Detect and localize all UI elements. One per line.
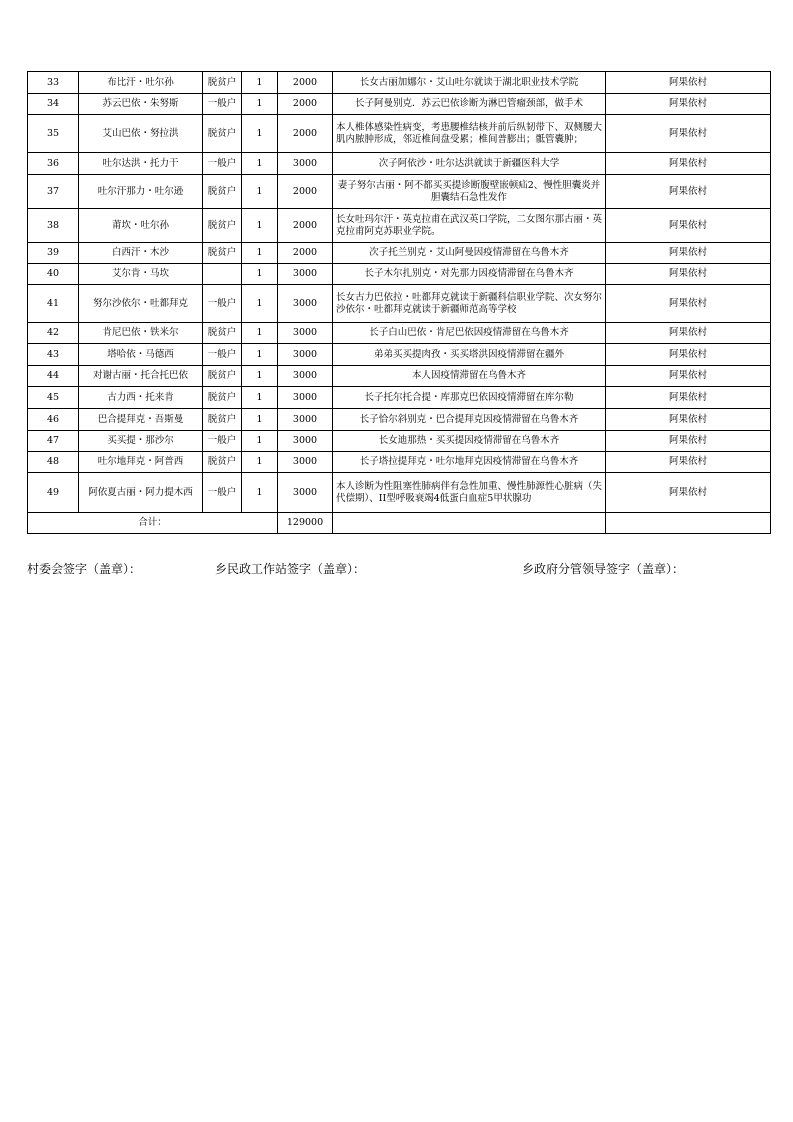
person-count: 1 [242, 452, 278, 473]
village-name: 阿果依村 [606, 115, 771, 153]
total-row [28, 513, 771, 534]
relief-reason: 长子托尔托合提・库那克巴依因疫情滞留在库尔勒 [333, 387, 606, 409]
relief-amount: 2000 [278, 72, 333, 94]
relief-amount: 3000 [278, 473, 333, 513]
relief-reason: 长子塔拉提拜克・吐尔地拜克因疫情滞留在乌鲁木齐 [333, 452, 606, 473]
table-row [28, 452, 771, 473]
person-count: 1 [242, 285, 278, 323]
table-row [28, 344, 771, 366]
village-name: 阿果依村 [606, 409, 771, 431]
table-row [28, 387, 771, 409]
relief-reason: 本人因疫情滞留在乌鲁木齐 [333, 366, 606, 387]
village-name: 阿果依村 [606, 94, 771, 115]
row-number: 43 [28, 344, 79, 366]
household-name: 买买提・那沙尔 [79, 431, 203, 452]
person-count: 1 [242, 473, 278, 513]
person-count: 1 [242, 209, 278, 243]
relief-amount: 3000 [278, 409, 333, 431]
household-name: 苏云巴依・朱努斯 [79, 94, 203, 115]
relief-amount: 3000 [278, 285, 333, 323]
row-number: 44 [28, 366, 79, 387]
relief-amount: 2000 [278, 209, 333, 243]
relief-reason: 本人诊断为性阻塞性肺病伴有急性加重、慢性肺源性心脏病（失代偿期）、II型呼吸衰竭4低蛋白血症5甲状腺功 [333, 473, 606, 513]
household-name: 塔哈依・马德西 [79, 344, 203, 366]
relief-amount: 2000 [278, 115, 333, 153]
relief-table [27, 71, 771, 534]
table-row [28, 209, 771, 243]
row-number: 35 [28, 115, 79, 153]
table-row [28, 264, 771, 285]
village-name: 阿果依村 [606, 72, 771, 94]
row-number: 49 [28, 473, 79, 513]
table-body [28, 72, 771, 534]
household-name: 巴合提拜克・吾斯曼 [79, 409, 203, 431]
person-count: 1 [242, 387, 278, 409]
household-type: 一般户 [203, 431, 242, 452]
row-number: 41 [28, 285, 79, 323]
relief-amount: 2000 [278, 94, 333, 115]
row-number: 40 [28, 264, 79, 285]
table-row [28, 115, 771, 153]
household-type: 一般户 [203, 94, 242, 115]
relief-reason: 妻子努尔古丽・阿不都买买提诊断腹壁嵌顿疝2、慢性胆囊炎并胆囊结石急性发作 [333, 175, 606, 209]
household-type: 脱贫户 [203, 366, 242, 387]
household-type: 脱贫户 [203, 209, 242, 243]
household-name: 对谢古丽・托合托巴依 [79, 366, 203, 387]
village-name: 阿果依村 [606, 264, 771, 285]
household-name: 艾山巴依・努拉洪 [79, 115, 203, 153]
village-name: 阿果依村 [606, 209, 771, 243]
row-number: 46 [28, 409, 79, 431]
row-number: 39 [28, 243, 79, 264]
relief-reason: 长女古丽加娜尔・艾山吐尔就读于湖北职业技术学院 [333, 72, 606, 94]
government-leader-signature: 乡政府分管领导签字（盖章）： [522, 562, 685, 576]
person-count: 1 [242, 72, 278, 94]
table-row [28, 94, 771, 115]
household-name: 努尔沙依尔・吐都拜克 [79, 285, 203, 323]
relief-reason: 长子恰尔斜别克・巴合提拜克因疫情滞留在乌鲁木齐 [333, 409, 606, 431]
relief-reason: 长子木尔扎别克・对先那力因疫情滞留在乌鲁木齐 [333, 264, 606, 285]
relief-amount: 3000 [278, 323, 333, 344]
table-row [28, 323, 771, 344]
person-count: 1 [242, 243, 278, 264]
table-row [28, 366, 771, 387]
row-number: 42 [28, 323, 79, 344]
village-name: 阿果依村 [606, 344, 771, 366]
village-name: 阿果依村 [606, 431, 771, 452]
person-count: 1 [242, 115, 278, 153]
relief-reason: 长子白山巴依・肯尼巴依因疫情滞留在乌鲁木齐 [333, 323, 606, 344]
row-number: 48 [28, 452, 79, 473]
signature-footer [27, 560, 770, 580]
table-row [28, 243, 771, 264]
relief-amount: 2000 [278, 175, 333, 209]
total-label: 合计： [28, 513, 278, 534]
person-count: 1 [242, 409, 278, 431]
relief-amount: 3000 [278, 344, 333, 366]
person-count: 1 [242, 175, 278, 209]
household-type: 脱贫户 [203, 72, 242, 94]
total-empty-cell [606, 513, 771, 534]
household-name: 布比汗・吐尔孙 [79, 72, 203, 94]
household-name: 肯尼巴依・铁米尔 [79, 323, 203, 344]
village-name: 阿果依村 [606, 387, 771, 409]
village-name: 阿果依村 [606, 366, 771, 387]
table-row [28, 409, 771, 431]
village-name: 阿果依村 [606, 452, 771, 473]
household-type: 脱贫户 [203, 243, 242, 264]
village-name: 阿果依村 [606, 323, 771, 344]
person-count: 1 [242, 431, 278, 452]
row-number: 45 [28, 387, 79, 409]
household-name: 古力西・托来肯 [79, 387, 203, 409]
person-count: 1 [242, 344, 278, 366]
village-committee-signature: 村委会签字（盖章）： [27, 562, 142, 576]
total-amount: 129000 [278, 513, 333, 534]
total-empty-cell [333, 513, 606, 534]
household-type: 脱贫户 [203, 387, 242, 409]
relief-reason: 次子托兰别克・艾山阿曼因疫情滞留在乌鲁木齐 [333, 243, 606, 264]
household-name: 吐尔汗那力・吐尔逊 [79, 175, 203, 209]
person-count: 1 [242, 264, 278, 285]
household-type: 脱贫户 [203, 175, 242, 209]
relief-amount: 3000 [278, 264, 333, 285]
person-count: 1 [242, 94, 278, 115]
relief-amount: 3000 [278, 387, 333, 409]
relief-amount: 3000 [278, 431, 333, 452]
table-row [28, 72, 771, 94]
household-name: 阿依夏古丽・阿力提木西 [79, 473, 203, 513]
village-name: 阿果依村 [606, 175, 771, 209]
relief-reason: 次子阿依沙・吐尔达洪就读于新疆医科大学 [333, 153, 606, 175]
household-type: 一般户 [203, 344, 242, 366]
relief-table-sheet [27, 71, 771, 534]
row-number: 33 [28, 72, 79, 94]
household-type: 脱贫户 [203, 115, 242, 153]
household-type: 脱贫户 [203, 323, 242, 344]
table-row [28, 431, 771, 452]
relief-reason: 长女吐玛尔汗・英克拉甫在武汉英口学院，二女图尔那古丽・英克拉甫阿克苏职业学院。 [333, 209, 606, 243]
household-type: 一般户 [203, 473, 242, 513]
relief-amount: 3000 [278, 452, 333, 473]
household-type: 脱贫户 [203, 452, 242, 473]
relief-reason: 长子阿曼别克．苏云巴依诊断为淋巴管瘤颈部，做手术 [333, 94, 606, 115]
table-row [28, 473, 771, 513]
table-row [28, 285, 771, 323]
village-name: 阿果依村 [606, 285, 771, 323]
row-number: 38 [28, 209, 79, 243]
person-count: 1 [242, 366, 278, 387]
household-type: 脱贫户 [203, 409, 242, 431]
row-number: 47 [28, 431, 79, 452]
relief-amount: 2000 [278, 243, 333, 264]
household-type: 一般户 [203, 153, 242, 175]
village-name: 阿果依村 [606, 153, 771, 175]
table-row [28, 175, 771, 209]
relief-reason: 长女迪那热・买买提因疫情滞留在乌鲁木齐 [333, 431, 606, 452]
relief-reason: 弟弟买买提肉孜・买买塔洪因疫情滞留在疆外 [333, 344, 606, 366]
household-name: 吐尔地拜克・阿普西 [79, 452, 203, 473]
person-count: 1 [242, 153, 278, 175]
civil-affairs-signature: 乡民政工作站签字（盖章）： [215, 562, 366, 576]
village-name: 阿果依村 [606, 243, 771, 264]
relief-amount: 3000 [278, 153, 333, 175]
household-name: 吐尔达洪・托力干 [79, 153, 203, 175]
row-number: 36 [28, 153, 79, 175]
household-name: 艾尔肯・马坎 [79, 264, 203, 285]
row-number: 34 [28, 94, 79, 115]
row-number: 37 [28, 175, 79, 209]
household-type: 一般户 [203, 285, 242, 323]
table-row [28, 153, 771, 175]
household-name: 白西汗・木沙 [79, 243, 203, 264]
relief-reason: 本人椎体感染性病变，考患腰椎结核并前后纵韧带下、双侧腰大肌内脓肿形成，邻近椎间盘受累；椎间普膨出；骶管囊肿； [333, 115, 606, 153]
person-count: 1 [242, 323, 278, 344]
village-name: 阿果依村 [606, 473, 771, 513]
household-name: 莆坎・吐尔孙 [79, 209, 203, 243]
household-type [203, 264, 242, 285]
relief-amount: 3000 [278, 366, 333, 387]
relief-reason: 长女古力巴依拉・吐都拜克就读于新疆科信职业学院、次女努尔沙依尔・吐都拜克就读于新疆师范高等学校 [333, 285, 606, 323]
